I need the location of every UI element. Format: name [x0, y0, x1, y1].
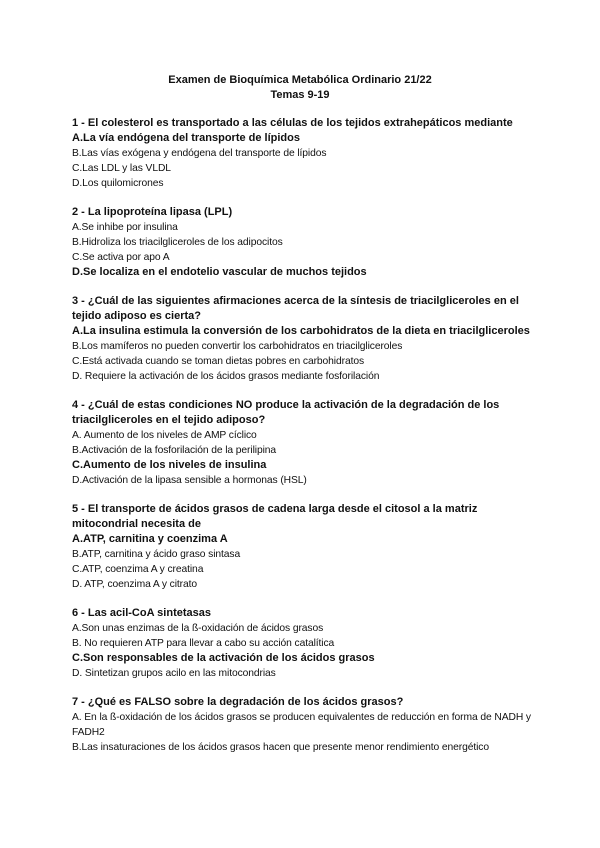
question-title: 1 - El colesterol es transportado a las células de los tejidos extrahepáticos mediante [72, 117, 513, 129]
answer-option: D. Requiere la activación de los ácidos grasos mediante fosforilación [72, 371, 380, 382]
answer-option-correct: D.Se localiza en el endotelio vascular de muchos tejidos [72, 266, 367, 278]
question-7 [72, 695, 540, 755]
answer-option: A.Se inhibe por insulina [72, 222, 178, 233]
question-4 [72, 398, 540, 488]
question-6 [72, 606, 540, 681]
answer-option: C.ATP, coenzima A y creatina [72, 564, 204, 575]
questions-list [0, 116, 600, 755]
answer-option: A. En la ß-oxidación de los ácidos grasos se producen equivalentes de reducción en forma de NADH y FADH2 [72, 712, 531, 738]
answer-option: B.Las insaturaciones de los ácidos grasos hacen que presente menor rendimiento energético [72, 742, 489, 753]
answer-option: C.Las LDL y las VLDL [72, 163, 171, 174]
answer-option: D. Sintetizan grupos acilo en las mitocondrias [72, 668, 276, 679]
answer-option: B.Los mamíferos no pueden convertir los carbohidratos en triacilgliceroles [72, 341, 403, 352]
answer-option: D. ATP, coenzima A y citrato [72, 579, 198, 590]
question-title: 6 - Las acil-CoA sintetasas [72, 607, 211, 619]
answer-option: B.Hidroliza los triacilgliceroles de los adipocitos [72, 237, 283, 248]
answer-option-correct: A.ATP, carnitina y coenzima A [72, 533, 228, 545]
answer-option: B.Las vías exógena y endógena del transporte de lípidos [72, 148, 327, 159]
answer-option: A.Son unas enzimas de la ß-oxidación de ácidos grasos [72, 623, 324, 634]
answer-option: C.Está activada cuando se toman dietas pobres en carbohidratos [72, 356, 365, 367]
question-title: 3 - ¿Cuál de las siguientes afirmaciones acerca de la síntesis de triacilgliceroles en el tejido adiposo es cierta? [72, 295, 519, 322]
question-title: 5 - El transporte de ácidos grasos de cadena larga desde el citosol a la matriz mitocondrial necesita de [72, 503, 478, 530]
answer-option-correct: A.La vía endógena del transporte de lípidos [72, 132, 300, 144]
answer-option: B. No requieren ATP para llevar a cabo su acción catalítica [72, 638, 335, 649]
question-title: 7 - ¿Qué es FALSO sobre la degradación de los ácidos grasos? [72, 696, 404, 708]
answer-option: B.ATP, carnitina y ácido graso sintasa [72, 549, 241, 560]
answer-option-correct: A.La insulina estimula la conversión de los carbohidratos de la dieta en triacilgliceroles [72, 325, 530, 337]
answer-option: D.Los quilomicrones [72, 178, 164, 189]
answer-option: D.Activación de la lipasa sensible a hormonas (HSL) [72, 475, 307, 486]
exam-subtitle: Temas 9-19 [270, 89, 330, 101]
question-title: 2 - La lipoproteína lipasa (LPL) [72, 206, 233, 218]
answer-option-correct: C.Son responsables de la activación de los ácidos grasos [72, 652, 375, 664]
question-5 [72, 502, 540, 592]
answer-option-correct: C.Aumento de los niveles de insulina [72, 459, 267, 471]
question-1 [72, 116, 540, 191]
question-3 [72, 294, 540, 384]
question-2 [72, 205, 540, 280]
answer-option: B.Activación de la fosforilación de la perilipina [72, 445, 277, 456]
answer-option: A. Aumento de los niveles de AMP cíclico [72, 430, 257, 441]
exam-title: Examen de Bioquímica Metabólica Ordinario 21/22 [168, 74, 432, 86]
question-title: 4 - ¿Cuál de estas condiciones NO produce la activación de la degradación de los triacilgliceroles en el tejido adiposo? [72, 399, 500, 426]
document-header [0, 0, 600, 103]
answer-option: C.Se activa por apo A [72, 252, 170, 263]
